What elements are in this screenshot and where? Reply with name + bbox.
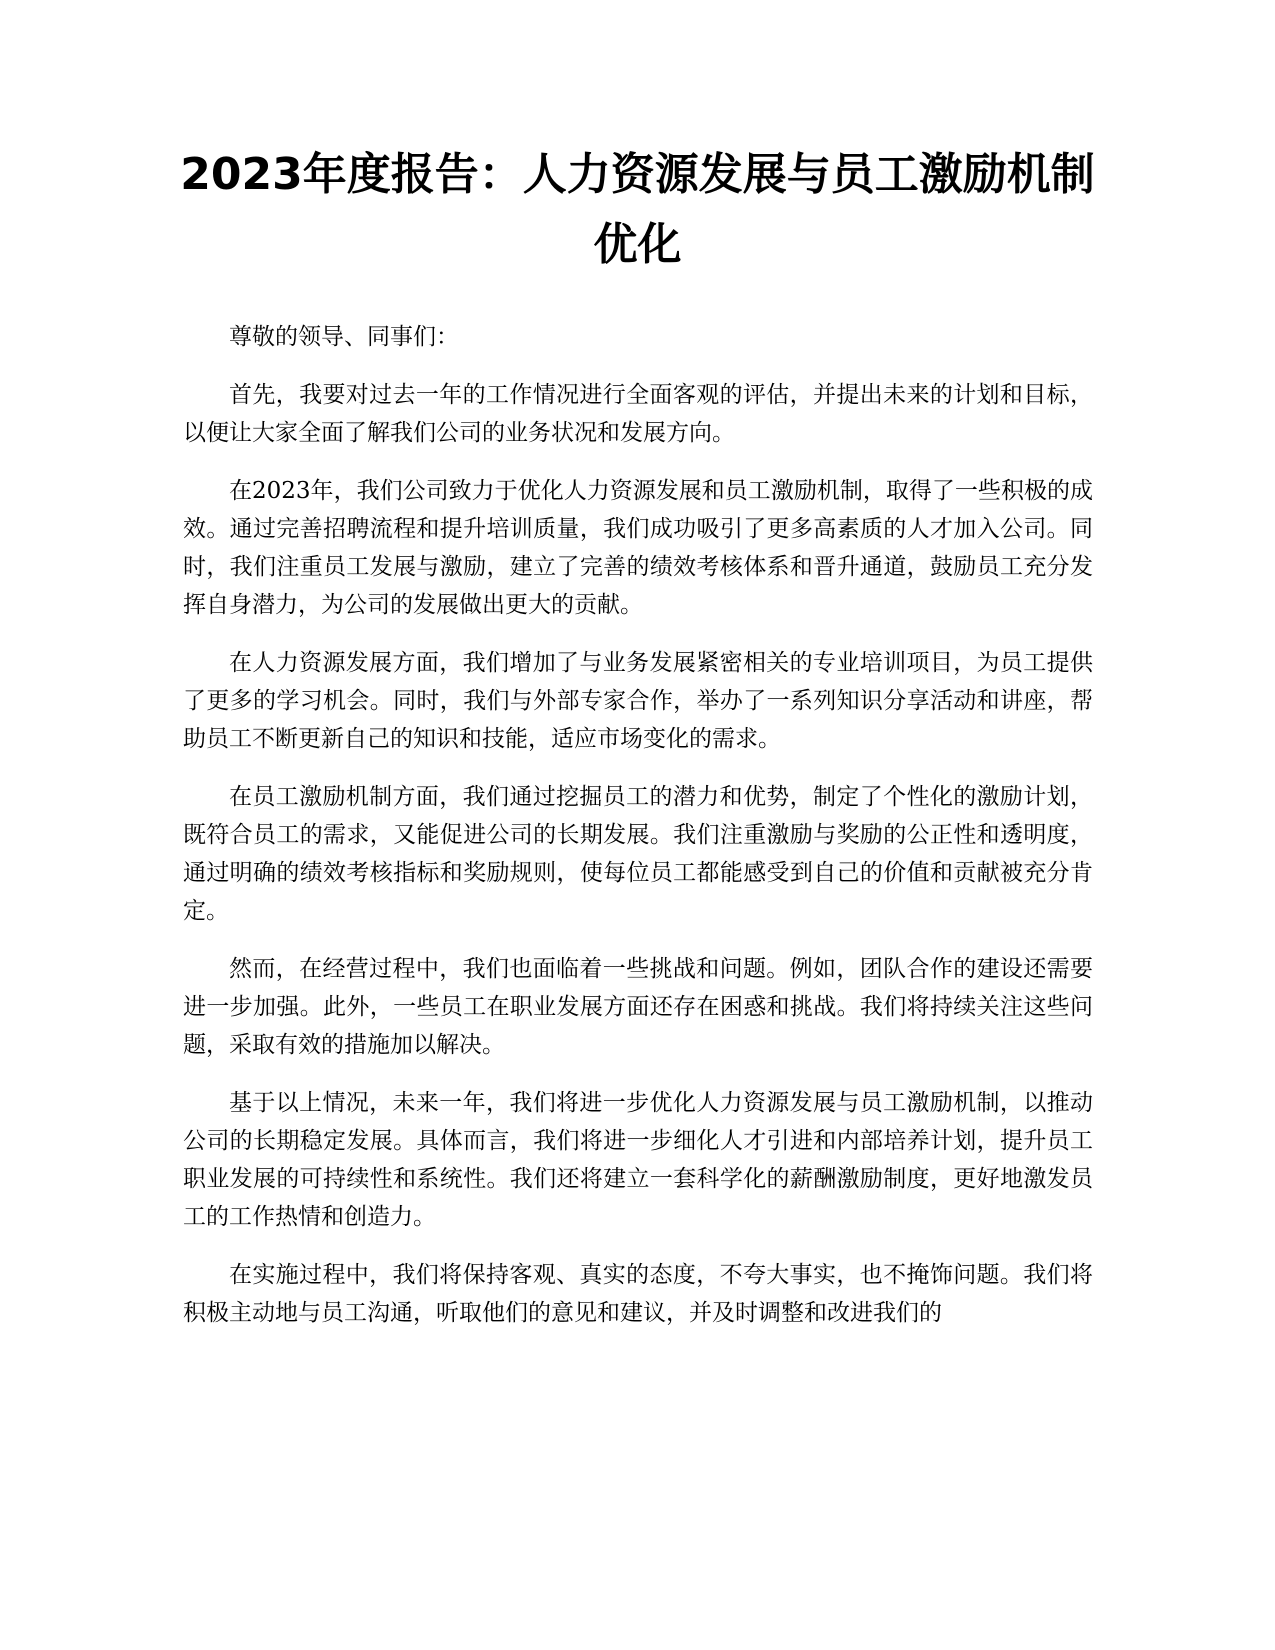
paragraph-challenges: 然而，在经营过程中，我们也面临着一些挑战和问题。例如，团队合作的建设还需要进一步加强。此外，一些员工在职业发展方面还存在困惑和挑战。我们将持续关注这些问题，采取有效的措施加以解决。 (183, 956, 1093, 1058)
paragraph-intro: 首先，我要对过去一年的工作情况进行全面客观的评估，并提出未来的计划和目标，以便让大家全面了解我们公司的业务状况和发展方向。 (183, 382, 1093, 446)
paragraph-incentive-mechanism: 在员工激励机制方面，我们通过挖掘员工的潜力和优势，制定了个性化的激励计划，既符合员工的需求，又能促进公司的长期发展。我们注重激励与奖励的公正性和透明度，通过明确的绩效考核指标和奖励规则，使每位员工都能感受到自己的价值和贡献被充分肯定。 (183, 784, 1093, 924)
document-title: 2023年度报告：人力资源发展与员工激励机制优化 (180, 149, 1095, 270)
paragraph-achievements: 在2023年，我们公司致力于优化人力资源发展和员工激励机制，取得了一些积极的成效。通过完善招聘流程和提升培训质量，我们成功吸引了更多高素质的人才加入公司。同时，我们注重员工发展与激励，建立了完善的绩效考核体系和晋升通道，鼓励员工充分发挥自身潜力，为公司的发展做出更大的贡献。 (183, 478, 1093, 618)
document-body (183, 318, 1093, 1352)
paragraph-implementation: 在实施过程中，我们将保持客观、真实的态度，不夸大事实，也不掩饰问题。我们将积极主动地与员工沟通，听取他们的意见和建议，并及时调整和改进我们的 (183, 1262, 1093, 1326)
paragraph-future-plans: 基于以上情况，未来一年，我们将进一步优化人力资源发展与员工激励机制，以推动公司的长期稳定发展。具体而言，我们将进一步细化人才引进和内部培养计划，提升员工职业发展的可持续性和系统性。我们还将建立一套科学化的薪酬激励制度，更好地激发员工的工作热情和创造力。 (183, 1090, 1093, 1230)
paragraph-hr-development: 在人力资源发展方面，我们增加了与业务发展紧密相关的专业培训项目，为员工提供了更多的学习机会。同时，我们与外部专家合作，举办了一系列知识分享活动和讲座，帮助员工不断更新自己的知识和技能，适应市场变化的需求。 (183, 650, 1093, 752)
greeting-paragraph: 尊敬的领导、同事们： (229, 324, 459, 350)
